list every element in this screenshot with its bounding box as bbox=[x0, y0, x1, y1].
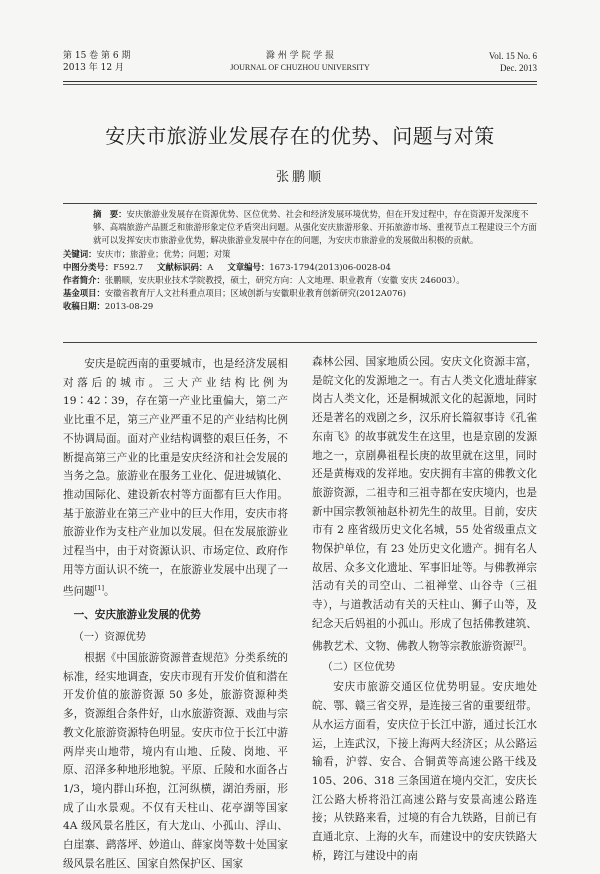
article-title: 安庆市旅游业发展存在的优势、问题与对策 bbox=[105, 124, 495, 148]
journal-name-cn: 滁 州 学 院 学 报 bbox=[265, 51, 335, 61]
keywords bbox=[63, 248, 537, 261]
abstract-top-rule bbox=[63, 203, 537, 204]
abstract-text: 安庆旅游业发展存在资源优势、区位优势、社会和经济发展环境优势，但在开发过程中，存在资源开发深度不够、高端旅游产品匮乏和旅游形象定位矛盾突出问题。从强化安庆旅游形象、开拓旅游市场、重视节点工程建设三个方面就可以发挥安庆市旅游业优势，解决旅游业发展中存在的问题，为安庆市旅游业的发展做出积极的贡献。 bbox=[93, 209, 537, 246]
abstract bbox=[63, 208, 537, 248]
paragraph bbox=[63, 355, 288, 602]
doc-code bbox=[157, 261, 213, 274]
paragraph: 根据《中国旅游资源普查规范》分类系统的标准，经实地调查，安庆市现有开发价值和潜在开发价值的旅游资源 50 多处，旅游资源种类多，资源组合条件好，山水旅游资源、戏曲与宗教文化旅游资源特色明显。安庆市位于长江中游两岸夹山地带，境内有山地、丘陵、岗地、平原、沼泽多种地形地貌。平原、丘陵和水面各占 1/3，境内群山环抱，江河纵横，湖泊秀丽，形成了山水景观。不仅有天柱山、花亭湖等国家 4A 级风景名胜区，有大龙山、小孤山、浮山、白崖寨、鹞落坪、妙道山、薛家岗等数十处国家级风景名胜区、国家自然保护区、国家 bbox=[63, 652, 288, 870]
clc-label: 中图分类号： bbox=[63, 261, 114, 272]
header-right bbox=[489, 50, 537, 74]
fund-text: 安徽省教育厅人文社科重点项目；区域创新与安徽职业教育创新研究(2012A076) bbox=[104, 288, 407, 299]
citation: [2] bbox=[513, 638, 523, 647]
subsection-heading: （一）资源优势 bbox=[73, 631, 147, 644]
received-date bbox=[63, 300, 537, 313]
fund bbox=[63, 287, 537, 300]
date-en: Dec. 2013 bbox=[500, 63, 537, 73]
author-info-label: 作者简介： bbox=[63, 275, 105, 286]
abstract-bottom-rule bbox=[63, 342, 537, 343]
paragraph-text: 森林公园、国家地质公园。安庆文化资源丰富，是皖文化的发源地之一。有古人类文化遗址薛家岗古人类文化，还是桐城派文化的起源地，同时还是著名的戏剧之乡，汉乐府长篇叙事诗《孔雀东南飞》的故事就发生在这里，也是京剧的发源地之一，京剧鼻祖程长庚的故里就在这里，同时还是黄梅戏的发祥地。安庆拥有丰富的佛教文化旅游资源，二祖寺和三祖寺都在安庆境内，也是新中国宗教领袖赵朴初先生的故里。目前，安庆市有 2 座省级历史文化名城，55 处省级重点文物保护单位，有 23 处历史文化遗产。拥有名人故居、众多文化遗址、军事旧址等。与佛教禅宗活动有关的司空山、二祖禅堂、山谷寺（三祖寺），与道教活动有关的天柱山、狮子山等，及纪念天后妈祖的小孤山。形成了包括佛教建筑、佛教艺术、文物、佛教人物等宗教旅游资源 bbox=[312, 356, 537, 653]
section-heading: 一、安庆旅游业发展的优势 bbox=[73, 608, 201, 621]
paragraph-text: 安庆是皖西南的重要城市，也是经济发展相对落后的城市。三大产业结构比例为 19∶42∶39，存在第一产业比重偏大，第二产业比重不足，第三产业严重不足的产业结构比例不协调局面。面对产业结构调整的艰巨任务，不断提高第三产业的比重是安庆经济和社会发展的当务之急。旅游业在服务工业化、促进城镇化、推动国际化、建设新农村等方面都有巨大作用。基于旅游业在第三产业中的巨大作用，安庆市将旅游业作为支柱产业加以发展。但在发展旅游业过程当中，由于对资源认识、市场定位、政府作用等方面认识不统一，在旅游业发展中出现了一些问题 bbox=[63, 358, 288, 598]
doc-code-label: 文献标识码： bbox=[157, 261, 208, 272]
article-number bbox=[227, 261, 390, 274]
article-number-value: 1673-1794(2013)06-0028-04 bbox=[269, 261, 391, 272]
date-cn: 2013 年 12 月 bbox=[63, 63, 124, 73]
paragraph-end: 。 bbox=[104, 585, 115, 598]
classification-row bbox=[63, 261, 537, 274]
paragraph bbox=[312, 353, 537, 656]
body-column-right bbox=[312, 353, 537, 866]
author-info-text: 张鹏顺，安庆职业技术学院教授，硕士，研究方向：人文地理、职业教育（安徽 安庆 246003）。 bbox=[104, 275, 465, 286]
clc bbox=[63, 261, 143, 274]
keywords-label: 关键词： bbox=[63, 248, 97, 259]
subsection-heading: （二）区位优势 bbox=[322, 660, 396, 673]
received-label: 收稿日期： bbox=[63, 301, 105, 312]
header-rule bbox=[63, 81, 537, 82]
keywords-text: 安庆市；旅游业；优势；问题；对策 bbox=[96, 248, 231, 259]
paragraph: 安庆市旅游交通区位优势明显。安庆地处皖、鄂、赣三省交界，是连接三省的重要纽带。从水运方面看，安庆位于长江中游，通过长江水运，上连武汉，下接上海两大经济区；从公路运输看，沪蓉、安合、合铜黄等高速公路干线及 105、206、318 三条国道在境内交汇，安庆长江公路大桥将沿江高速公路与安景高速公路连接；从铁路来看，过境的有合九铁路，目前已有直通北京、上海的火车，而建设中的安庆铁路大桥，跨江与建设中的南 bbox=[312, 681, 537, 862]
clc-value: F592.7 bbox=[113, 261, 144, 272]
volume-cn: 第 15 卷 第 6 期 bbox=[63, 51, 131, 61]
doc-code-value: A bbox=[207, 261, 214, 272]
header-center bbox=[63, 50, 537, 74]
article-number-label: 文章编号： bbox=[227, 261, 270, 272]
fund-label: 基金项目： bbox=[63, 288, 105, 299]
header-rule-thin bbox=[63, 84, 537, 85]
body-column-left bbox=[63, 355, 288, 874]
received-value: 2013-08-29 bbox=[104, 301, 154, 312]
author-info bbox=[63, 274, 537, 287]
article-author: 张鹏顺 bbox=[275, 170, 324, 185]
volume-en: Vol. 15 No. 6 bbox=[488, 51, 537, 61]
citation: [1] bbox=[94, 584, 104, 593]
running-header bbox=[63, 50, 537, 78]
journal-name-en: JOURNAL OF CHUZHOU UNIVERSITY bbox=[230, 63, 370, 72]
abstract-block bbox=[63, 208, 537, 314]
paragraph-end: 。 bbox=[522, 640, 534, 653]
abstract-label: 摘 要： bbox=[93, 209, 127, 219]
